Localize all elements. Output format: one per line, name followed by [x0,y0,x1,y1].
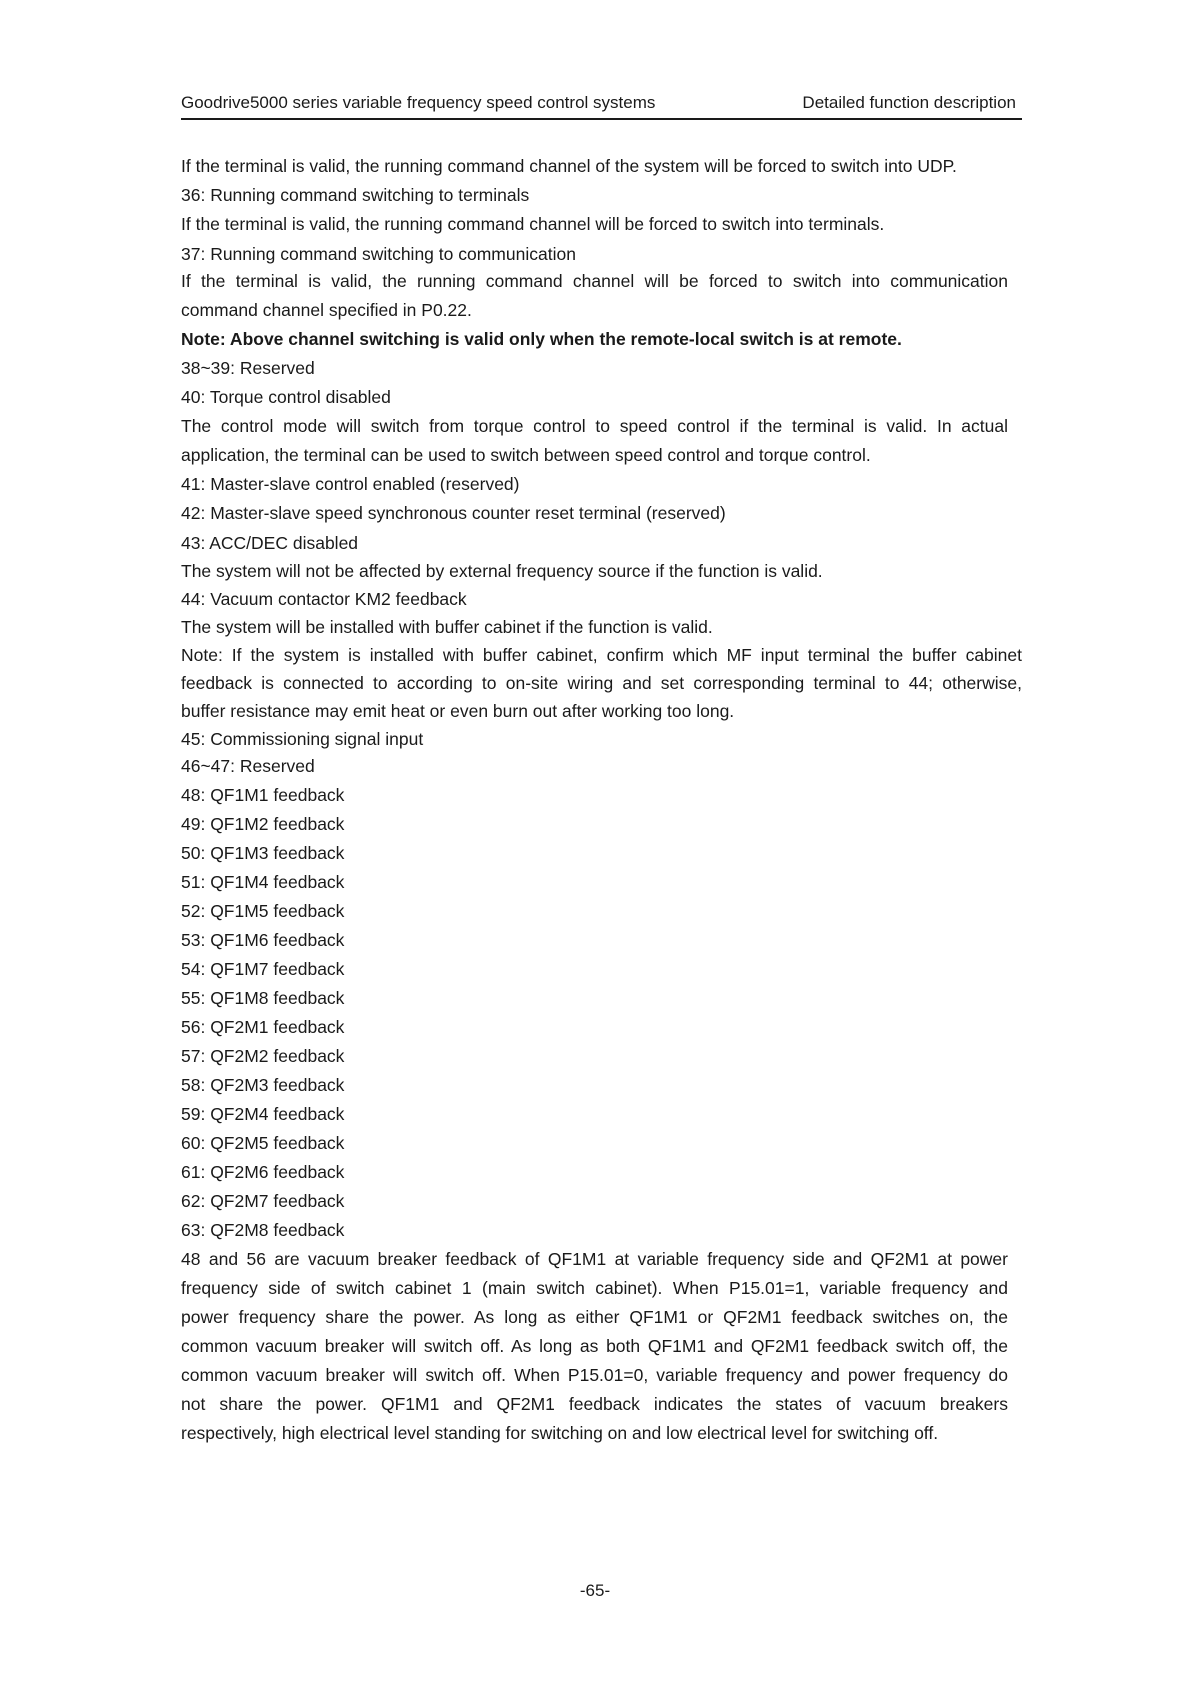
list-item: 50: QF1M3 feedback [181,843,345,863]
list-item: 38~39: Reserved [181,358,315,378]
text-line: frequency side of switch cabinet 1 (main switch cabinet). When P15.01=1, variable frequency and [181,1278,1008,1298]
list-item: 57: QF2M2 feedback [181,1046,345,1066]
list-item: 40: Torque control disabled [181,387,391,407]
list-item: 51: QF1M4 feedback [181,872,345,892]
text-line: If the terminal is valid, the running command channel of the system will be forced to switch into UDP. [181,156,957,176]
list-item: 58: QF2M3 feedback [181,1075,345,1095]
text-line: If the terminal is valid, the running command channel will be forced to switch into terminals. [181,214,885,234]
note-line: Note: If the system is installed with buffer cabinet, confirm which MF input terminal the buffer cabinet [181,645,1022,665]
page-header [181,92,1022,120]
text-line: 48 and 56 are vacuum breaker feedback of QF1M1 at variable frequency side and QF2M1 at power [181,1249,1008,1269]
text-line: The system will be installed with buffer cabinet if the function is valid. [181,617,713,637]
text-line: application, the terminal can be used to switch between speed control and torque control. [181,445,871,465]
list-item: 60: QF2M5 feedback [181,1133,345,1153]
text-line: The system will not be affected by external frequency source if the function is valid. [181,561,823,581]
header-title: Goodrive5000 series variable frequency speed control systems [181,93,656,112]
list-item: 48: QF1M1 feedback [181,785,345,805]
list-item: 61: QF2M6 feedback [181,1162,345,1182]
list-item: 62: QF2M7 feedback [181,1191,345,1211]
text-line: If the terminal is valid, the running command channel will be forced to switch into communication [181,271,1008,291]
note-bold: Note: Above channel switching is valid only when the remote-local switch is at remote. [181,329,902,349]
page-number: -65- [579,1581,611,1600]
list-item: 37: Running command switching to communication [181,244,576,264]
list-item: 49: QF1M2 feedback [181,814,345,834]
note-line: buffer resistance may emit heat or even burn out after working too long. [181,701,735,721]
text-line: command channel specified in P0.22. [181,300,472,320]
text-line: respectively, high electrical level standing for switching on and low electrical level for switching off. [181,1423,939,1443]
text-line: not share the power. QF1M1 and QF2M1 feedback indicates the states of vacuum breakers [181,1394,1008,1414]
text-line: common vacuum breaker will switch off. When P15.01=0, variable frequency and power frequency do [181,1365,1008,1385]
list-item: 63: QF2M8 feedback [181,1220,345,1240]
text-line: power frequency share the power. As long as either QF1M1 or QF2M1 feedback switches on, the [181,1307,1008,1327]
list-item: 59: QF2M4 feedback [181,1104,345,1124]
list-item: 46~47: Reserved [181,756,315,776]
list-item: 43: ACC/DEC disabled [181,533,359,553]
list-item: 55: QF1M8 feedback [181,988,345,1008]
header-section: Detailed function description [802,93,1016,112]
list-item: 54: QF1M7 feedback [181,959,345,979]
list-item: 44: Vacuum contactor KM2 feedback [181,589,467,609]
text-line: common vacuum breaker will switch off. As long as both QF1M1 and QF2M1 feedback switch off, the [181,1336,1008,1356]
list-item: 36: Running command switching to terminals [181,185,530,205]
list-item: 41: Master-slave control enabled (reserved) [181,474,520,494]
list-item: 56: QF2M1 feedback [181,1017,345,1037]
list-item: 45: Commissioning signal input [181,729,424,749]
list-item: 42: Master-slave speed synchronous counter reset terminal (reserved) [181,503,726,523]
text-line: The control mode will switch from torque control to speed control if the terminal is valid. In actual [181,416,1008,436]
note-line: feedback is connected to according to on-site wiring and set corresponding terminal to 44; otherwise, [181,673,1022,693]
list-item: 53: QF1M6 feedback [181,930,345,950]
list-item: 52: QF1M5 feedback [181,901,345,921]
